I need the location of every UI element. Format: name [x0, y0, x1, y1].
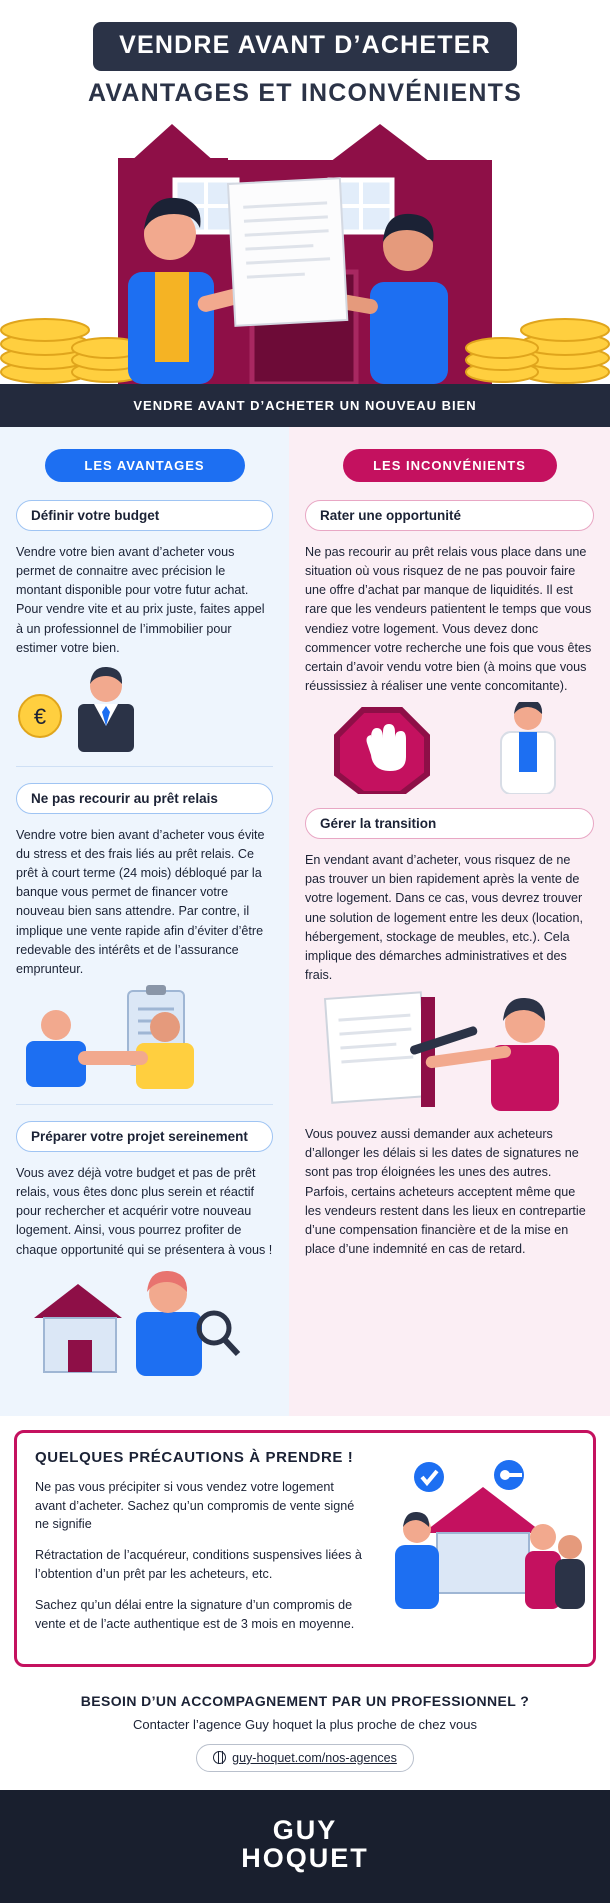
disadvantage-1-title: Rater une opportunité — [305, 500, 594, 531]
agency-url-text: guy-hoquet.com/nos-agences — [232, 1750, 397, 1765]
precautions-box — [14, 1430, 596, 1667]
disadvantage-2-text: En vendant avant d’acheter, vous risquez de ne pas trouver un bien rapidement après la vente de votre logement. Dans ce cas, vous devrez trouver une solution de logement entre les deux (location, hébergement, stockage de meubles, etc.). Cela implique des démarches administratives et des frais. — [305, 853, 583, 982]
agency-url-link[interactable] — [196, 1744, 414, 1772]
businessman-euro-icon — [16, 664, 273, 752]
cta-subtitle: Contacter l’agence Guy hoquet la plus proche de chez vous — [133, 1716, 477, 1732]
divider — [16, 1104, 273, 1105]
stop-hand-sign-icon — [305, 702, 594, 794]
advantage-3-text: Vous avez déjà votre budget et pas de prêt relais, vous êtes donc plus serein et réactif pour rechercher et acquérir votre nouveau logement. Ainsi, vous pourrez profiter de chaque opportunité qui se présentera à vous ! — [16, 1165, 273, 1257]
disadvantages-heading: LES INCONVÉNIENTS — [343, 449, 557, 482]
precautions-text-3: Sachez qu’un délai entre la signature d’un compromis de vente et de l’acte authentique est de 3 mois en moyenne. — [35, 1598, 355, 1632]
divider — [16, 766, 273, 767]
footer-logo-bar — [0, 1790, 610, 1903]
woman-signing-contract-icon — [305, 991, 594, 1111]
advantage-1-text: Vendre votre bien avant d’acheter vous permet de connaitre avec précision le montant disponible pour votre futur achat. Pour vendre vite et au prix juste, faites appel à un professionnel de l’immobilier pour estimer votre bien. — [16, 545, 265, 655]
hero-illustration — [0, 122, 610, 384]
content-columns — [0, 427, 610, 1416]
hero-scene-svg — [0, 122, 610, 384]
advantage-item-3 — [16, 1121, 273, 1376]
precautions-text-2: Rétractation de l’acquéreur, conditions suspensives liées à l’obtention d’un prêt par les acheteurs, etc. — [35, 1548, 362, 1582]
page-title-secondary: AVANTAGES ET INCONVÉNIENTS — [87, 79, 522, 107]
advantage-item-2 — [16, 783, 273, 1105]
disadvantages-column — [289, 427, 610, 1416]
brand-logo-line2: HOQUET — [241, 1843, 369, 1874]
advantage-2-title: Ne pas recourir au prêt relais — [16, 783, 273, 814]
globe-icon — [213, 1751, 226, 1764]
advantages-heading: LES AVANTAGES — [45, 449, 245, 482]
precautions-section — [0, 1416, 610, 1677]
disadvantage-2-text-2: Vous pouvez aussi demander aux acheteurs d’allonger les délais si les dates de signatures ne sont pas trop éloignées les unes des autres. Parfois, certains acheteurs acceptent même que les vendeurs restent dans les lieux en contrepartie d’une compensation financière et de la mise en place d’une indemnité en cas de retard. — [305, 1127, 586, 1256]
disadvantage-item-1 — [305, 500, 594, 794]
precautions-text-1: Ne pas vous précipiter si vous vendez votre logement avant d’acheter. Sachez qu’un compromis de vente signé ne signifie — [35, 1479, 355, 1532]
woman-magnifier-house-icon — [16, 1266, 273, 1376]
handshake-clipboard-icon — [16, 985, 273, 1090]
advantages-column — [0, 427, 289, 1416]
advantage-3-title: Préparer votre projet sereinement — [16, 1121, 273, 1152]
brand-logo — [0, 1816, 610, 1873]
contract-sheet — [228, 178, 347, 326]
advantage-2-text: Vendre votre bien avant d’acheter vous évite du stress et des frais liés au prêt relais. Ce prêt à court terme (24 mois) débloqué par la banque vous permet de financer votre nouveau bien sans attendre. Par contre, il implique une vente rapide afin d’éviter d’être redevable des intérêts et de l’assurance emprunteur. — [16, 827, 265, 976]
advantage-1-title: Définir votre budget — [16, 500, 273, 531]
brand-logo-line1: GUY — [272, 1814, 338, 1845]
disadvantage-2-title: Gérer la transition — [305, 808, 594, 839]
advantage-item-1 — [16, 500, 273, 767]
footer-cta — [0, 1677, 610, 1790]
disadvantage-1-text: Ne pas recourir au prêt relais vous place dans une situation où vous risquez de ne pas pouvoir faire une offre d’achat par manque de liquidités. Il est rare que les vendeurs patientent le temps que vous vendiez votre logement. Vous devez donc commencer votre recherche une fois que vous êtes certain d’avoir vendu votre bien (à moins que vous réussissiez à réaliser une vente concomitante). — [305, 545, 592, 693]
cta-title: BESOIN D’UN ACCOMPAGNEMENT PAR UN PROFESSIONNEL ? — [80, 1692, 530, 1709]
section-band: VENDRE AVANT D’ACHETER UN NOUVEAU BIEN — [0, 384, 610, 427]
disadvantage-item-2 — [305, 808, 594, 1259]
family-house-keys-illustration — [387, 1459, 587, 1609]
precautions-heading: QUELQUES PRÉCAUTIONS À PRENDRE ! — [35, 1448, 354, 1466]
page-title-primary: VENDRE AVANT D’ACHETER — [93, 22, 517, 71]
svg-text:€: € — [33, 703, 47, 729]
header — [0, 0, 610, 108]
